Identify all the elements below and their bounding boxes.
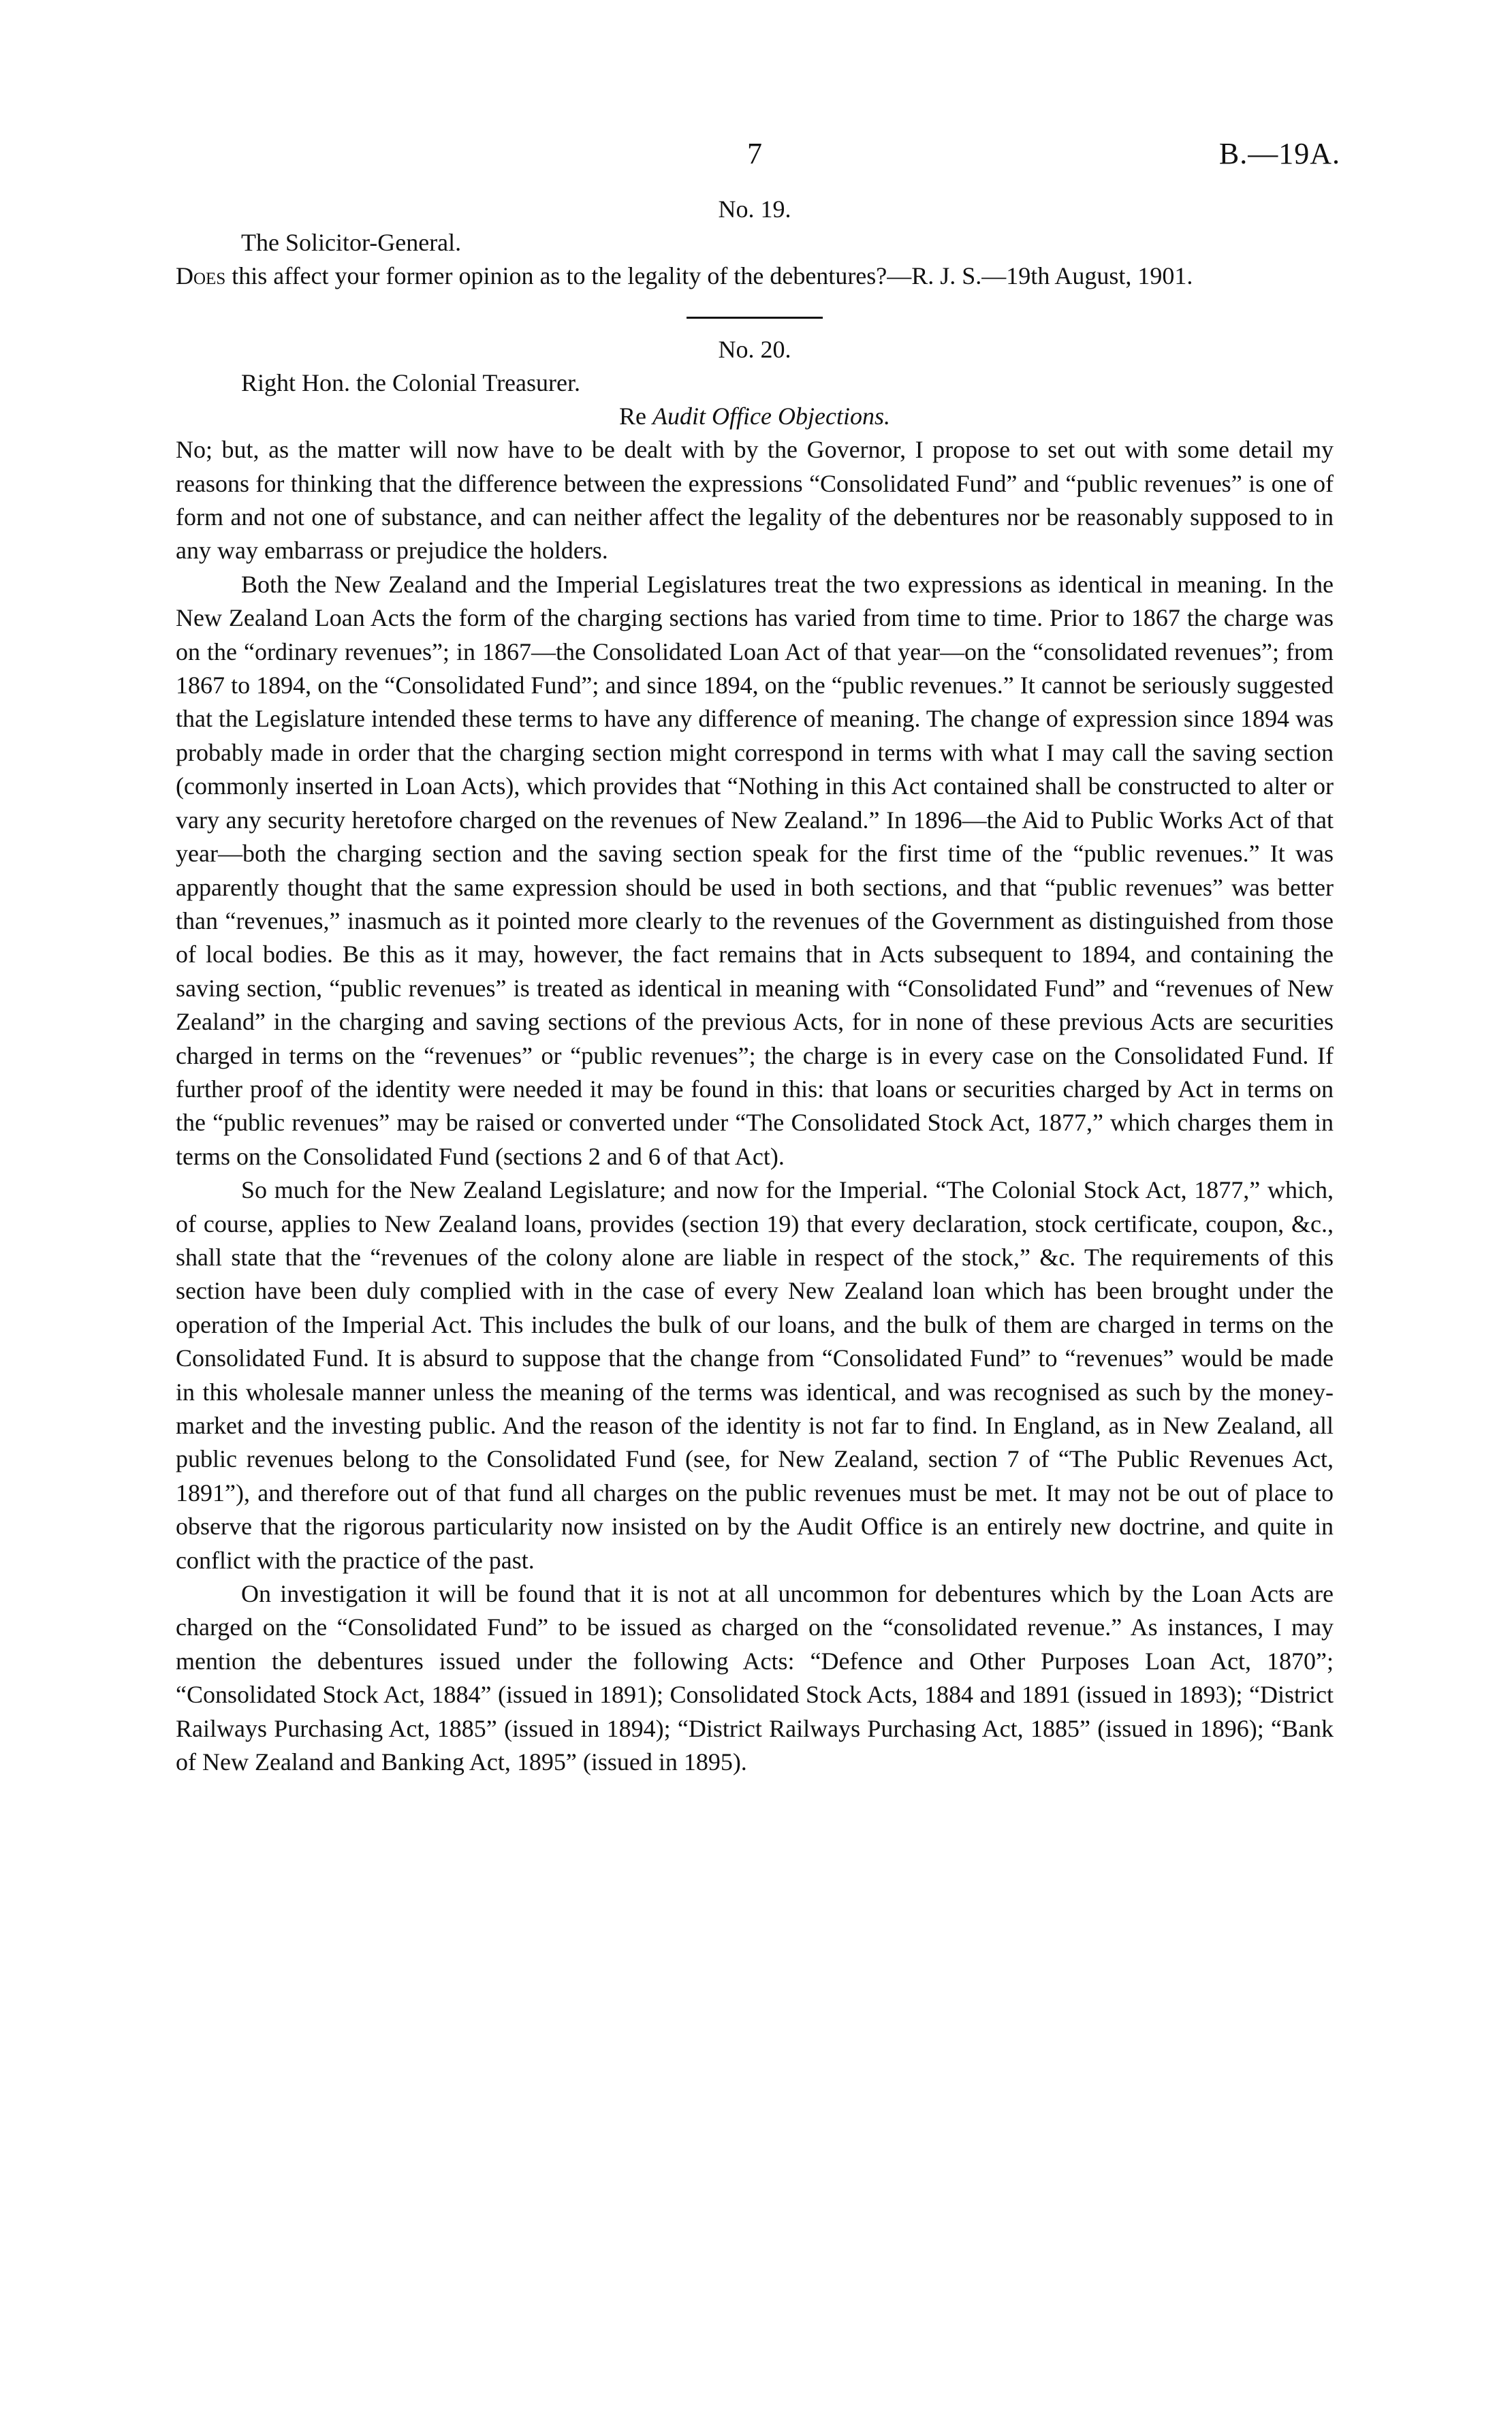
section-divider (687, 317, 823, 319)
subject-line (176, 400, 1334, 433)
memo-body: this affect your former opinion as to the legality of the debentures?—R. J. S.—19th August, 1901. (225, 262, 1193, 290)
section-number: No. 19. (718, 195, 791, 223)
section-number: No. 20. (718, 335, 791, 363)
paragraph-3: So much for the New Zealand Legislature; and now for the Imperial. “The Colonial Stock Act, 1877,” which, of course, applies to New Zealand loans, provides (section 19) that every declaration, stock certificate, coupon, &c., shall state that the “revenues of the colony alone are liable in respect of the stock,” &c. The requirements of this section have been duly complied with in the case of every New Zealand loan which has been brought under the operation of the Imperial Act. This includes the bulk of our loans, and the bulk of them are charged in terms on the Consolidated Fund. It is absurd to suppose that the change from “Consolidated Fund” to “revenues” would be made in this wholesale manner unless the meaning of the terms was identical, and was recognised as such by the money-market and the investing public. And the reason of the identity is not far to find. In England, as in New Zealand, all public revenues belong to the Consolidated Fund (see, for New Zealand, section 7 of “The Public Revenues Act, 1891”), and therefore out of that fund all charges on the public revenues must be met. It may not be out of place to observe that the rigorous particularity now insisted on by the Audit Office is an entirely new doctrine, and quite in conflict with the practice of the past. (176, 1176, 1334, 1574)
addressee: The Solicitor-General. (241, 229, 462, 256)
subject-title: Audit Office Objections. (652, 403, 890, 430)
section-no-20 (176, 332, 1334, 1780)
subject-prefix: Re (619, 403, 653, 430)
paragraph-1: No; but, as the matter will now have to be dealt with by the Governor, I propose to set out with some detail my reasons for thinking that the difference between the expressions “Consolidated Fund” and “public revenues” is one of form and not one of substance, and can neither affect the legality of the debentures nor be reasonably supposed to in any way embarrass or prejudice the holders. (176, 436, 1334, 565)
paragraph-2: Both the New Zealand and the Imperial Legislatures treat the two expressions as identical in meaning. In the New Zealand Loan Acts the form of the charging sections has varied from time to time. Prior to 1867 the charge was on the “ordinary revenues”; in 1867—the Consolidated Loan Act of that year—on the “consolidated revenues”; from 1867 to 1894, on the “Consolidated Fund”; and since 1894, on the “public revenues.” It cannot be seriously suggested that the Legislature intended these terms to have any difference of meaning. The change of expression since 1894 was probably made in order that the charging section might correspond in terms with what I may call the saving section (commonly inserted in Loan Acts), which provides that “Nothing in this Act contained shall be constructed to alter or vary any security heretofore charged on the revenues of New Zealand.” In 1896—the Aid to Public Works Act of that year—both the charging section and the saving section speak for the first time of the “public revenues.” It was apparently thought that the same expression should be used in both sections, and that “public revenues” was better than “revenues,” inasmuch as it pointed more clearly to the revenues of the Government as distinguished from those of local bodies. Be this as it may, however, the fact remains that in Acts subsequent to 1894, and containing the saving section, “public revenues” is treated as identical in meaning with “Consolidated Fund” and “revenues of New Zealand” in the charging and saving sections of the previous Acts, for in none of these previous Acts are securities charged in terms on the “revenues” or “public revenues”; the charge is in every case on the Consolidated Fund. If further proof of the identity were needed it may be found in this: that loans or securities charged by Act in terms on the “public revenues” may be raised or converted under “The Consolidated Stock Act, 1877,” which charges them in terms on the Consolidated Fund (sections 2 and 6 of that Act). (176, 570, 1334, 1170)
document-page (176, 129, 1340, 1779)
addressee: Right Hon. the Colonial Treasurer. (241, 368, 580, 396)
section-no-19 (176, 192, 1334, 294)
memo-text (176, 259, 1334, 293)
memo-first-word: Does (176, 262, 226, 290)
page-header (176, 129, 1340, 184)
parliamentary-paper-reference: B.—19A. (1218, 137, 1340, 170)
paragraph-4: On investigation it will be found that it is not at all uncommon for debentures which by the Loan Acts are charged on the “Consolidated Fund” to be issued as charged on the “consolidated revenue.” As instances, I may mention the debentures issued under the following Acts: “Defence and Other Purposes Loan Act, 1870”; “Consolidated Stock Act, 1884” (issued in 1891); Consolidated Stock Acts, 1884 and 1891 (issued in 1893); “District Railways Purchasing Act, 1885” (issued in 1894); “District Railways Purchasing Act, 1885” (issued in 1896); “Bank of New Zealand and Banking Act, 1895” (issued in 1895). (176, 1580, 1334, 1776)
page-number: 7 (747, 137, 762, 170)
